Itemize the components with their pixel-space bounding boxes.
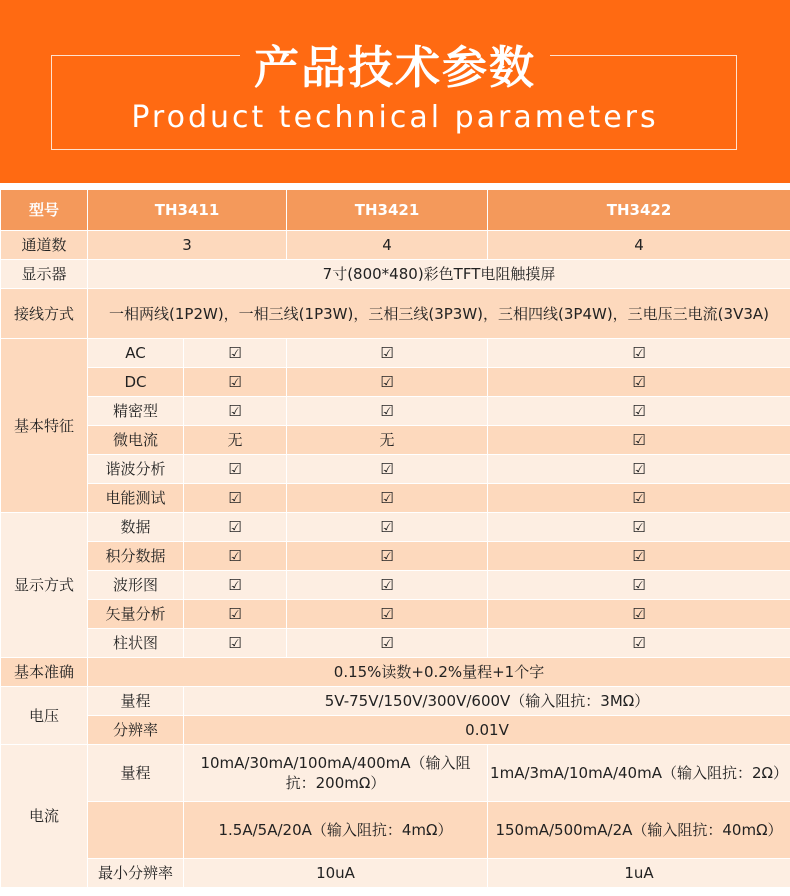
- checkbox-icon: ☑: [488, 484, 790, 513]
- table-head-row: [1, 190, 790, 231]
- feature-name: 微电流: [88, 426, 184, 455]
- voltage-res-label: 分辨率: [88, 716, 184, 745]
- current-range-1-right: 1mA/3mA/10mA/40mA（输入阻抗：2Ω）: [488, 745, 790, 802]
- basic-row-precision: [1, 397, 790, 426]
- display-mode-row-bar: [1, 629, 790, 658]
- checkbox-icon: ☑: [488, 629, 790, 658]
- checkbox-icon: ☑: [184, 513, 287, 542]
- checkbox-icon: ☑: [488, 571, 790, 600]
- channels-v2: 4: [287, 231, 488, 260]
- basic-row-harmonic: [1, 455, 790, 484]
- display-mode-row-waveform: [1, 571, 790, 600]
- checkbox-icon: ☑: [287, 600, 488, 629]
- mode-name: 矢量分析: [88, 600, 184, 629]
- spec-table: [0, 189, 790, 888]
- checkbox-icon: ☑: [488, 426, 790, 455]
- channels-label: 通道数: [1, 231, 88, 260]
- wiring-value: 一相两线(1P2W)，一相三线(1P3W)，三相三线(3P3W)，三相四线(3P4W)，三电压三电流(3V3A): [88, 289, 790, 339]
- model-th3422: TH3422: [488, 190, 790, 231]
- voltage-range-value: 5V-75V/150V/300V/600V（输入阻抗：3MΩ）: [184, 687, 790, 716]
- current-label: 电流: [1, 745, 88, 888]
- basic-row-microcurrent: [1, 426, 790, 455]
- accuracy-row: [1, 658, 790, 687]
- model-th3421: TH3421: [287, 190, 488, 231]
- checkbox-icon: ☑: [287, 339, 488, 368]
- current-range-label-empty: [88, 802, 184, 859]
- current-minres-label: 最小分辨率: [88, 859, 184, 888]
- display-mode-label: 显示方式: [1, 513, 88, 658]
- feature-value: 无: [184, 426, 287, 455]
- checkbox-icon: ☑: [287, 513, 488, 542]
- voltage-range-label: 量程: [88, 687, 184, 716]
- accuracy-value: 0.15%读数+0.2%量程+1个字: [88, 658, 790, 687]
- checkbox-icon: ☑: [184, 484, 287, 513]
- checkbox-icon: ☑: [287, 455, 488, 484]
- channels-v1: 3: [88, 231, 287, 260]
- display-label: 显示器: [1, 260, 88, 289]
- page-subtitle: Product technical parameters: [131, 100, 659, 135]
- display-value: 7寸(800*480)彩色TFT电阻触摸屏: [88, 260, 790, 289]
- feature-name: AC: [88, 339, 184, 368]
- display-mode-row-integral: [1, 542, 790, 571]
- current-minres-left: 10uA: [184, 859, 488, 888]
- checkbox-icon: ☑: [488, 339, 790, 368]
- voltage-res-row: [1, 716, 790, 745]
- checkbox-icon: ☑: [184, 600, 287, 629]
- channels-v3: 4: [488, 231, 790, 260]
- checkbox-icon: ☑: [184, 629, 287, 658]
- checkbox-icon: ☑: [184, 571, 287, 600]
- checkbox-icon: ☑: [184, 397, 287, 426]
- wiring-row: [1, 289, 790, 339]
- channels-row: [1, 231, 790, 260]
- accuracy-label: 基本准确: [1, 658, 88, 687]
- checkbox-icon: ☑: [488, 368, 790, 397]
- page-title-text: 产品技术参数: [240, 41, 550, 94]
- voltage-label: 电压: [1, 687, 88, 745]
- mode-name: 柱状图: [88, 629, 184, 658]
- model-header: 型号: [1, 190, 88, 231]
- feature-name: 电能测试: [88, 484, 184, 513]
- current-range-row-1: [1, 745, 790, 802]
- checkbox-icon: ☑: [287, 397, 488, 426]
- mode-name: 数据: [88, 513, 184, 542]
- feature-name: 谐波分析: [88, 455, 184, 484]
- mode-name: 积分数据: [88, 542, 184, 571]
- basic-row-dc: [1, 368, 790, 397]
- voltage-res-value: 0.01V: [184, 716, 790, 745]
- checkbox-icon: ☑: [488, 542, 790, 571]
- basic-row-energy: [1, 484, 790, 513]
- display-row: [1, 260, 790, 289]
- checkbox-icon: ☑: [287, 571, 488, 600]
- checkbox-icon: ☑: [488, 513, 790, 542]
- basic-row-ac: [1, 339, 790, 368]
- current-minres-row: [1, 859, 790, 888]
- display-mode-row-data: [1, 513, 790, 542]
- checkbox-icon: ☑: [287, 484, 488, 513]
- page-title: [0, 38, 790, 98]
- checkbox-icon: ☑: [488, 397, 790, 426]
- feature-name: 精密型: [88, 397, 184, 426]
- checkbox-icon: ☑: [184, 339, 287, 368]
- checkbox-icon: ☑: [184, 455, 287, 484]
- current-range-row-2: [1, 802, 790, 859]
- current-range-2-left: 1.5A/5A/20A（输入阻抗：4mΩ）: [184, 802, 488, 859]
- feature-name: DC: [88, 368, 184, 397]
- checkbox-icon: ☑: [488, 600, 790, 629]
- checkbox-icon: ☑: [488, 455, 790, 484]
- mode-name: 波形图: [88, 571, 184, 600]
- checkbox-icon: ☑: [287, 629, 488, 658]
- basic-features-label: 基本特征: [1, 339, 88, 513]
- checkbox-icon: ☑: [184, 542, 287, 571]
- feature-value: 无: [287, 426, 488, 455]
- current-range-1-left: 10mA/30mA/100mA/400mA（输入阻抗：200mΩ）: [184, 745, 488, 802]
- display-mode-row-vector: [1, 600, 790, 629]
- model-th3411: TH3411: [88, 190, 287, 231]
- current-minres-right: 1uA: [488, 859, 790, 888]
- current-range-2-right: 150mA/500mA/2A（输入阻抗：40mΩ）: [488, 802, 790, 859]
- checkbox-icon: ☑: [184, 368, 287, 397]
- current-range-label: 量程: [88, 745, 184, 802]
- wiring-label: 接线方式: [1, 289, 88, 339]
- checkbox-icon: ☑: [287, 368, 488, 397]
- checkbox-icon: ☑: [287, 542, 488, 571]
- voltage-range-row: [1, 687, 790, 716]
